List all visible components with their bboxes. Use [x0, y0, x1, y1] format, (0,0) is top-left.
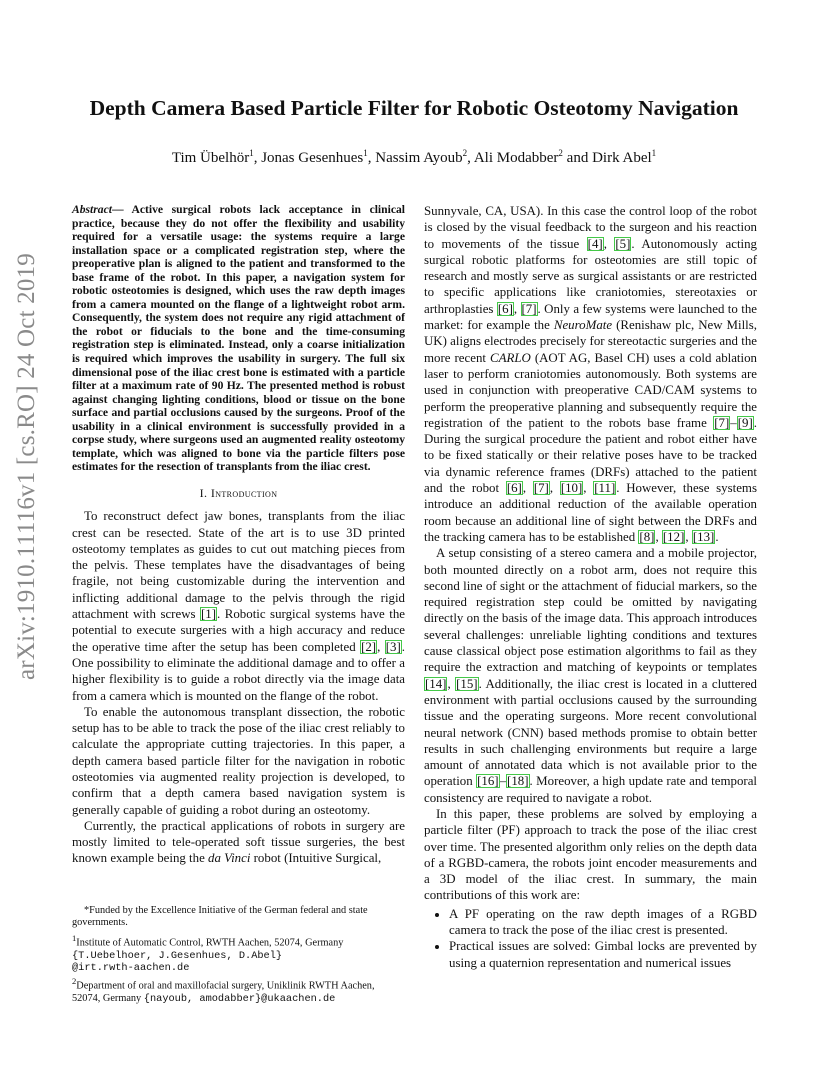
- list-item: • Practical issues are solved: Gimbal locks are prevented by using a quaternion representation and numerical issues: [449, 938, 757, 971]
- affiliation-footnote-2: [72, 975, 405, 1005]
- text-run: To enable the autonomous transplant dissection, the robotic setup has to be able to track the pose of the iliac crest reliably to calculate the appropriate cutting trajectories. In this paper, a depth camera based particle filter for the navigation in robotic osteotomies via augmented reality projection is developed, to confirm that a depth camera based navigation system is generally capable of guiding a robot during an osteotomy.: [72, 704, 405, 817]
- citation-link[interactable]: [8]: [639, 529, 655, 544]
- citation-link[interactable]: [11]: [594, 481, 616, 496]
- contribution-list: [424, 906, 757, 971]
- funding-footnote: *Funded by the Excellence Initiative of the German federal and state governments.: [72, 905, 368, 929]
- intro-paragraph-5: [424, 806, 757, 904]
- text-run: . Additionally, the iliac crest is located in a cluttered environment with partial occlusions caused by the surrounding tissue and the operating surgeons. More recent convolutional neural network (CNN) based methods promise to obtain better results in such challenging environments but require a large amount of annotated data which is not available prior to the operation: [424, 676, 757, 789]
- text-run: ,: [655, 529, 662, 544]
- text-run: . During the surgical procedure the patient and robot either have to be fixed statically or their relative poses have to be tracked via dynamic reference frames (DRFs) attached to the patient and the robot: [424, 415, 757, 496]
- citation-link[interactable]: [6]: [497, 301, 513, 316]
- section-number: I.: [199, 485, 208, 500]
- email-link[interactable]: {nayoub, amodabber}@ukaachen.de: [143, 993, 336, 1006]
- author-name: Nassim Ayoub: [375, 150, 463, 166]
- text-run: . Moreover, a high update rate and temporal consistency are required to navigate a robot.: [424, 774, 757, 805]
- affiliation-marker: 1: [249, 148, 254, 158]
- author-name: Dirk Abel: [592, 150, 652, 166]
- intro-paragraph-3: [72, 818, 405, 867]
- text-run: In this paper, these problems are solved by employing a particle filter (PF) approach to track the pose of the iliac crest over time. The presented algorithm only relies on the depth data of a RGBD-camera, the robots joint encoder measurements and a 3D model of the iliac crest. In summary, the main contributions of this work are:: [424, 806, 757, 903]
- left-column: [72, 203, 405, 867]
- author-name: Tim Übelhör: [171, 150, 250, 166]
- citation-link[interactable]: [10]: [560, 481, 583, 496]
- email-domain[interactable]: @irt.rwth-aachen.de: [72, 962, 190, 975]
- author-name: Jonas Gesenhues: [261, 150, 364, 166]
- text-run: . Robotic surgical systems have the potential to execute surgeries with a high accuracy and reduce the operative time after the setup has been completed: [72, 607, 405, 654]
- text-run: (AOT AG, Basel CH) uses a cold ablation laser to perform craniotomies autonomously. Both systems are used in conjunction with preoperative CAD/CAM systems to perform the preoperative planning and subsequently require the registration of the patient to the robots base frame: [424, 350, 757, 430]
- footnotes: [72, 905, 405, 1006]
- author-separator: ,: [367, 150, 376, 166]
- text-run: A setup consisting of a stereo camera and a mobile projector, both mounted directly on a robot arm, does not require this second line of sight or the attachment of fiducial markers, so the required registration step could be omitted by navigating directly on the basis of the image data. This approach introduces several challenges: unreliable lighting conditions and textures cause classical object pose estimation algorithms to fail as they require the extraction and matching of keypoints or templates: [424, 546, 757, 675]
- text-run: robot (Intuitive Surgical,: [250, 851, 382, 866]
- affiliation-marker: 2: [462, 148, 468, 158]
- author-name: Ali Modabber: [473, 150, 559, 166]
- italic-term: NeuroMate: [553, 318, 613, 333]
- affiliation-footnote-1: [72, 932, 405, 974]
- citation-link[interactable]: [7]: [521, 301, 537, 316]
- citation-link[interactable]: [3]: [385, 639, 401, 654]
- affiliation-marker: 1: [651, 148, 657, 158]
- section-title: Introduction: [210, 485, 278, 500]
- paper-title: Depth Camera Based Particle Filter for Robotic Osteotomy Navigation: [89, 96, 739, 120]
- right-column: [424, 203, 757, 971]
- intro-paragraph-2: [72, 704, 405, 818]
- citation-link[interactable]: [7]: [533, 481, 549, 496]
- footnote-marker: 2: [72, 976, 77, 987]
- text-run: ,: [513, 301, 521, 316]
- citation-link[interactable]: [7]: [714, 415, 730, 430]
- text-run: –: [499, 774, 507, 789]
- affiliation-marker: 1: [363, 148, 368, 158]
- citation-link[interactable]: [14]: [425, 676, 447, 691]
- citation-link[interactable]: [16]: [477, 774, 499, 789]
- text-run: ,: [583, 481, 594, 496]
- citation-link[interactable]: [6]: [506, 481, 522, 496]
- citation-link[interactable]: [15]: [456, 676, 478, 691]
- affiliation-marker: 2: [558, 148, 563, 158]
- text-run: Sunnyvale, CA, USA). In this case the control loop of the robot is closed by the visual feedback to the surgeon and his reaction to movements of the tissue: [424, 204, 757, 251]
- footnote-marker: 1: [72, 933, 77, 944]
- abstract-label: Abstract: [72, 203, 112, 216]
- text-run: ,: [549, 481, 560, 496]
- citation-link[interactable]: [12]: [662, 529, 685, 544]
- citation-link[interactable]: [9]: [737, 415, 753, 430]
- author-separator: and: [562, 150, 593, 166]
- italic-term: da Vinci: [208, 851, 251, 866]
- abstract-text: — Active surgical robots lack acceptance in clinical practice, because they do not offer the flexibility and usability required for a versatile usage: the systems require a large installation space or a complicated registration step, where the preoperative plan is aligned to the patient and transformed to the base frame of the robot. In this paper, a navigation system for robotic osteotomies is designed, which uses the raw depth images from a camera mounted on the flange of a lightweight robot arm. Consequently, the system does not require any rigid attachment of the robot or fiducials to the bone and the time-consuming registration step is eliminated. Instead, only a coarse initialization is required which improves the usability in surgery. The full six dimensional pose of the iliac crest bone is estimated with a particle filter at a maximum rate of 90 Hz. The presented method is robust against changing lighting conditions, blood or tissue on the bone surface and partial occlusions caused by the surgeons. Proof of the usability in a clinical environment is successfully provided in a corpse study, where surgeons used an augmented reality osteotomy template, which was aligned to bone via the particle filters pose estimates for the resection of transplants from the iliac crest.: [72, 203, 405, 474]
- text-run: –: [730, 415, 737, 430]
- text-run: . Only a few systems were launched to the market: for example the: [424, 301, 757, 333]
- text-run: ,: [522, 481, 533, 496]
- text-run: To reconstruct defect jaw bones, transplants from the iliac crest can be resected. State of the art is to use 3D printed osteotomy templates as guides to cut out matching pieces from the pelvis. These templates have the disadvantages of being fragile, not being customizable during the intervention and inflicting additional damage to the pelvis through the rigid attachment with screws: [72, 509, 405, 622]
- text-run: . Autonomously acting surgical robotic platforms for osteotomies are still topic of research and mostly serve as surgical assistants or are restricted to specific applications like craniotomies, stereotaxies or arthroplasties: [424, 236, 757, 316]
- text-run: (Renishaw plc, New Mills, UK) aligns electrodes precisely for stereotactic surgeries and the more recent: [424, 318, 757, 365]
- affiliation-text: Institute of Automatic Control, RWTH Aachen, 52074, Germany: [76, 937, 344, 949]
- email-link[interactable]: {T.Uebelhoer, J.Gesenhues, D.Abel}: [72, 950, 283, 963]
- text-run: ,: [685, 529, 692, 544]
- text-run: Currently, the practical applications of robots in surgery are mostly limited to tele-operated soft tissue surgeries, the best known example being the: [72, 818, 405, 866]
- abstract: [72, 203, 405, 474]
- text-run: .: [715, 529, 719, 544]
- intro-paragraph-continued: [424, 203, 757, 545]
- citation-link[interactable]: [5]: [615, 236, 631, 251]
- author-separator: ,: [253, 150, 262, 166]
- citation-link[interactable]: [2]: [361, 639, 377, 654]
- citation-link[interactable]: [13]: [692, 529, 715, 544]
- text-run: . However, these systems introduce an additional reduction of the available operation room because an additional line of sight between the DRFs and the tracking camera has to be established: [424, 481, 757, 544]
- section-heading: [72, 485, 405, 501]
- intro-paragraph-4: [424, 545, 757, 806]
- citation-link[interactable]: [18]: [507, 774, 529, 789]
- text-run: ,: [377, 639, 385, 654]
- citation-link[interactable]: [1]: [201, 607, 217, 622]
- author-list: [0, 144, 828, 167]
- author-separator: ,: [467, 150, 474, 166]
- italic-term: CARLO: [489, 350, 531, 365]
- text-run: ,: [447, 676, 456, 691]
- text-run: . One possibility to eliminate the additional damage and to offer a higher flexibility is to guide a robot directly via the image data from a camera which is mounted on the flange of the robot.: [72, 639, 405, 703]
- text-run: ,: [603, 236, 615, 251]
- citation-link[interactable]: [4]: [587, 236, 603, 251]
- affiliation-text: Department of oral and maxillofacial surgery, Uniklinik RWTH Aachen, 52074, Germany: [72, 980, 375, 1005]
- intro-paragraph-1: [72, 508, 405, 704]
- list-item: • A PF operating on the raw depth images of a RGBD camera to track the pose of the iliac crest is presented.: [449, 906, 757, 939]
- arxiv-identifier[interactable]: arXiv:1910.11116v1 [cs.RO] 24 Oct 2019: [13, 253, 40, 680]
